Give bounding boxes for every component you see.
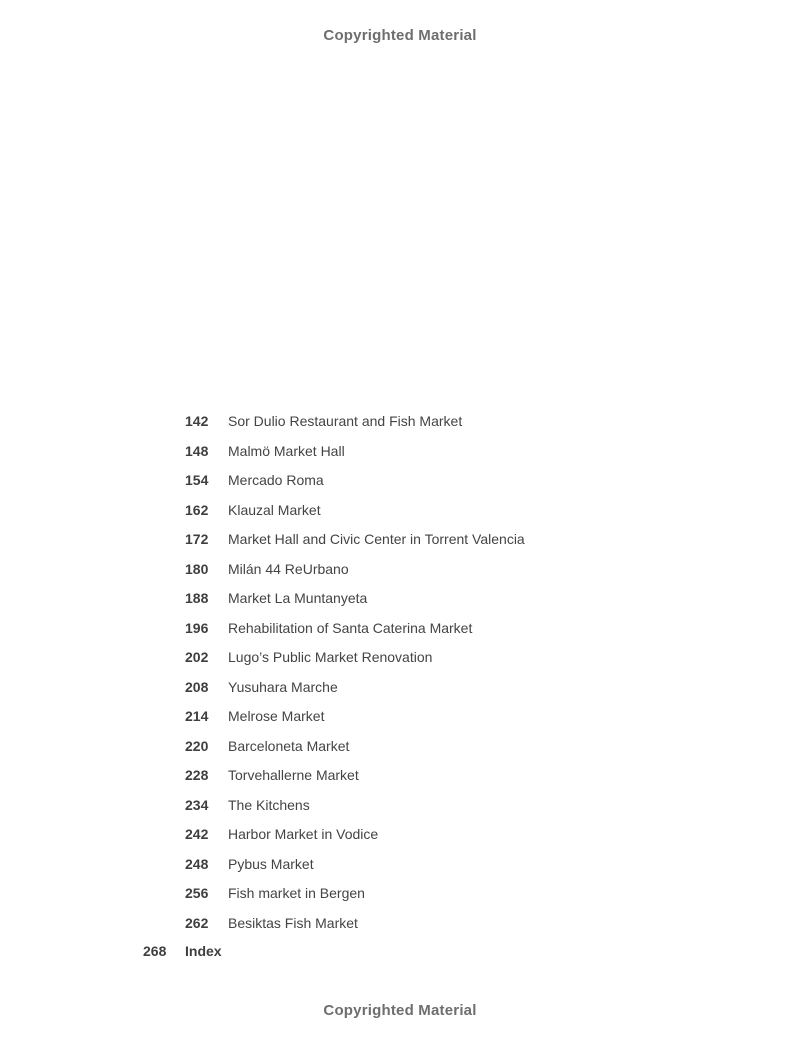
toc-entry-title: Fish market in Bergen bbox=[228, 885, 365, 901]
toc-entry-title: Torvehallerne Market bbox=[228, 767, 359, 783]
toc-page-number: 248 bbox=[185, 855, 209, 872]
toc-entry-title: Market Hall and Civic Center in Torrent Valencia bbox=[228, 531, 525, 547]
copyright-watermark-top: Copyrighted Material bbox=[323, 27, 477, 44]
toc-entry[interactable] bbox=[0, 735, 800, 765]
toc-page-number: 196 bbox=[185, 619, 209, 636]
toc-entry[interactable] bbox=[0, 410, 800, 440]
toc-entry-title: Malmö Market Hall bbox=[228, 442, 345, 459]
toc-entry-title: Milán 44 ReUrbano bbox=[228, 560, 349, 577]
index-page-number: 268 bbox=[143, 943, 167, 959]
table-of-contents bbox=[0, 410, 800, 941]
toc-page-number: 188 bbox=[185, 590, 209, 606]
toc-entry[interactable] bbox=[0, 528, 800, 558]
toc-entry[interactable] bbox=[0, 794, 800, 824]
toc-page-number: 202 bbox=[185, 649, 209, 665]
toc-page-number: 256 bbox=[185, 885, 209, 901]
toc-entry[interactable] bbox=[0, 912, 800, 942]
toc-entry-title: Mercado Roma bbox=[228, 472, 324, 488]
toc-entry-title: Sor Dulio Restaurant and Fish Market bbox=[228, 413, 463, 429]
toc-entry-title: Lugo’s Public Market Renovation bbox=[228, 649, 433, 665]
toc-entry[interactable] bbox=[0, 440, 800, 470]
toc-entry[interactable] bbox=[0, 823, 800, 853]
toc-entry-title: Harbor Market in Vodice bbox=[228, 826, 379, 842]
toc-entry-title: Klauzal Market bbox=[228, 501, 321, 518]
toc-entry[interactable] bbox=[0, 705, 800, 735]
toc-entry-title: The Kitchens bbox=[228, 796, 310, 813]
toc-page-number: 262 bbox=[185, 914, 209, 931]
toc-entry-title: Barceloneta Market bbox=[228, 737, 350, 754]
copyright-watermark-bottom: Copyrighted Material bbox=[323, 1002, 477, 1019]
toc-index-entry[interactable] bbox=[0, 941, 800, 961]
index-title: Index bbox=[185, 943, 222, 959]
toc-page-number: 228 bbox=[185, 767, 209, 783]
toc-entry-title: Besiktas Fish Market bbox=[228, 914, 358, 931]
toc-entry[interactable] bbox=[0, 853, 800, 883]
toc-page-number: 142 bbox=[185, 413, 209, 429]
toc-entry-title: Pybus Market bbox=[228, 855, 314, 872]
toc-entry[interactable] bbox=[0, 469, 800, 499]
toc-page-number: 242 bbox=[185, 826, 209, 842]
toc-page-number: 180 bbox=[185, 560, 209, 577]
toc-entry[interactable] bbox=[0, 499, 800, 529]
toc-page-number: 162 bbox=[185, 501, 209, 518]
toc-entry-title: Market La Muntanyeta bbox=[228, 590, 368, 606]
toc-page-number: 154 bbox=[185, 472, 209, 488]
toc-entry[interactable] bbox=[0, 617, 800, 647]
toc-page-number: 172 bbox=[185, 531, 209, 547]
toc-entry-title: Melrose Market bbox=[228, 708, 325, 724]
toc-entry[interactable] bbox=[0, 587, 800, 617]
toc-entry[interactable] bbox=[0, 646, 800, 676]
toc-page-number: 220 bbox=[185, 737, 209, 754]
toc-entry[interactable] bbox=[0, 558, 800, 588]
toc-page-number: 148 bbox=[185, 442, 209, 459]
toc-page-number: 208 bbox=[185, 678, 209, 695]
toc-entry[interactable] bbox=[0, 676, 800, 706]
toc-entry[interactable] bbox=[0, 764, 800, 794]
toc-entry-title: Yusuhara Marche bbox=[228, 678, 338, 695]
toc-entry[interactable] bbox=[0, 882, 800, 912]
toc-page-number: 234 bbox=[185, 796, 209, 813]
toc-page-number: 214 bbox=[185, 708, 209, 724]
toc-entry-title: Rehabilitation of Santa Caterina Market bbox=[228, 619, 473, 636]
